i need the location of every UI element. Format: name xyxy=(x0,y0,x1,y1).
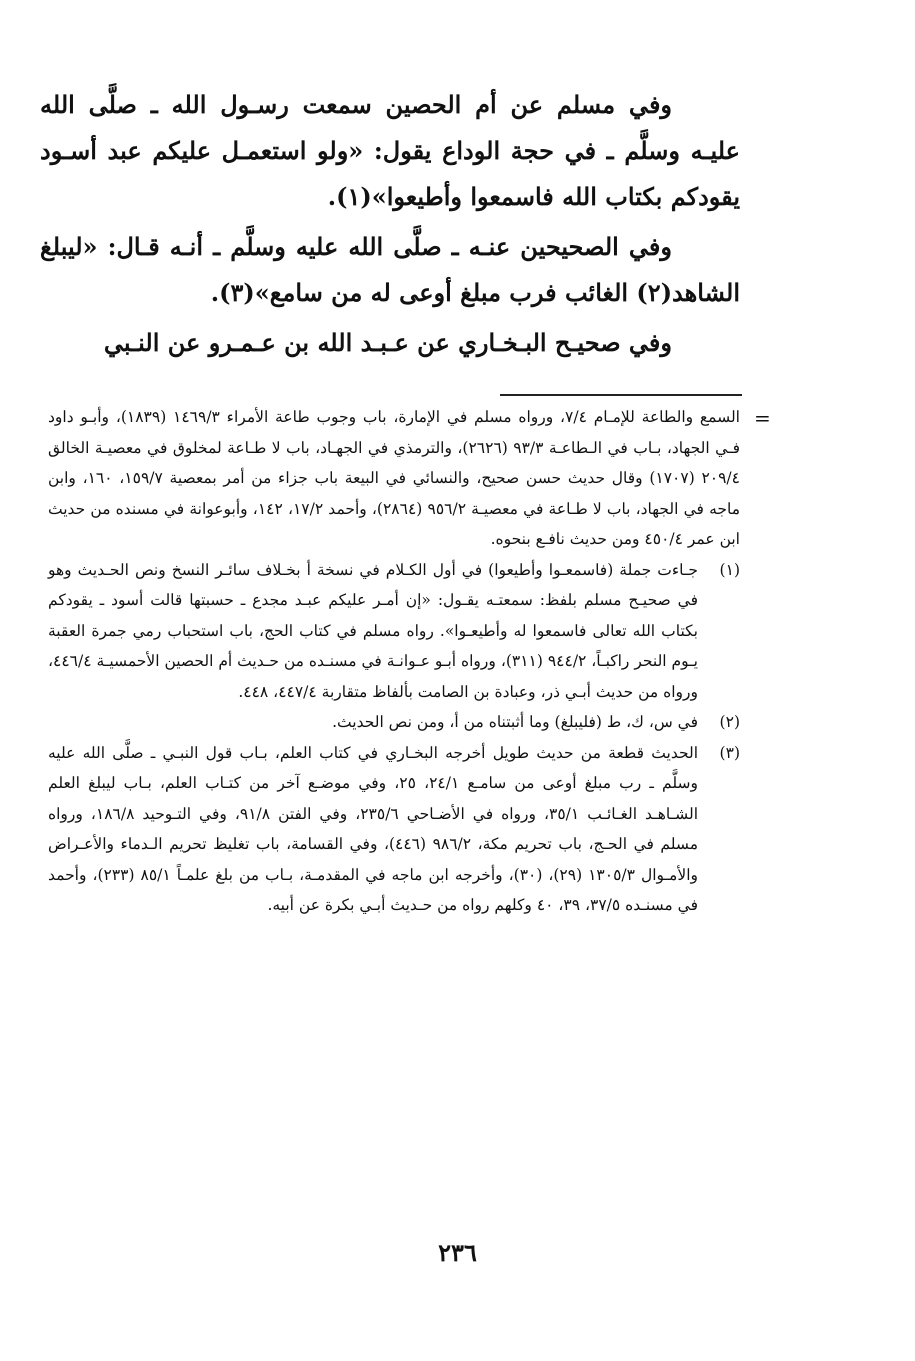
main-paragraph-1: وفي مسلم عن أم الحصين سمعت رسـول الله ـ صلَّى الله عليـه وسلَّم ـ في حجة الوداع يقول: «ولو استعمـل عليكم عبد أسـود يقودكم بكتاب الله فاسمعوا وأطيعوا»(١). xyxy=(40,90,740,211)
main-paragraph-3: وفي صحيـح البـخـاري عن عـبـد الله بن عـمـرو عن النـبي xyxy=(103,328,672,357)
footnote-text: الحديث قطعة من حديث طويل أخرجه البخـاري في كتاب العلم، بـاب قول النبـي ـ صلَّى الله عليه وسلَّم ـ رب مبلغ أوعى من سامـع ٢٤/١، ٢٥، وفي موضـع آخر من كتـاب العلم، بـاب ليبلغ العلم الشـاهـد الغـائـب ٣٥/١، ورواه في الأضـاحي ٢٣٥/٦، وفي الفتن ٩١/٨، وفي التـوحيد ١٨٦/٨، ورواه مسلم في الحـج، باب تحريم مكة، ٩٨٦/٢ (٤٤٦)، وفي القسامة، باب تغليظ تحريم الـدماء والأعـراض والأمـوال ١٣٠٥/٣ (٢٩)، (٣٠)، وأخرجه ابن ماجه في المقدمـة، بـاب من بلغ علمـاً ٨٥/١ (٢٣٣)، وأحمد في مسنـده ٣٧/٥، ٣٩، ٤٠ وكلهم رواه من حـديث أبـي بكرة عن أبيه. xyxy=(48,743,699,914)
footnote-2 xyxy=(48,707,740,738)
footnote-number: (١) xyxy=(719,560,740,579)
footnote-separator xyxy=(500,394,742,396)
footnote-continuation xyxy=(48,402,740,555)
footnotes xyxy=(48,402,740,921)
footnote-text: جـاءت جملة (فاسمعـوا وأطيعوا) في أول الكـلام في نسخة أ بخـلاف سائـر النسخ ونص الحـديث وهو في صحيـح مسلم بلفظ: سمعتـه يقـول: «إن أمـر عليكم عبـد مجدع ـ حسبتها قالت أسود ـ يقودكم بكتاب الله تعالى فاسمعوا له وأطيعـوا». رواه مسلم في كتاب الحج، باب استحباب رمي جمرة العقبة يـوم النحر راكبـاً، ٩٤٤/٢ (٣١١)، ورواه أبـو عـوانـة في مسنـده من حـديث أم الحصين الأحمسيـة ٤٤٦/٤، ورواه من حديث أبـي ذر، وعبادة بن الصامت بألفاظ متقاربة ٤٤٧/٤، ٤٤٨. xyxy=(48,560,698,701)
main-text xyxy=(40,82,740,366)
footnote-continuation-mark: = xyxy=(754,406,771,430)
footnote-number: (٣) xyxy=(719,743,740,762)
footnote-3 xyxy=(48,738,740,921)
footnote-number: (٢) xyxy=(719,713,740,731)
main-paragraph-2: وفي الصحيحين عنـه ـ صلَّى الله عليه وسلَّم ـ أنـه قـال: «ليبلغ الشاهد(٢) الغائب فرب مبلغ أوعى له من سامع»(٣). xyxy=(40,232,740,307)
page-number: ٢٣٦ xyxy=(438,1238,477,1267)
footnote-text: في س، ك، ط (فليبلغ) وما أثبتناه من أ، ومن نص الحديث. xyxy=(332,713,698,731)
footnote-1 xyxy=(48,555,740,708)
footnote-continuation-text: السمع والطاعة للإمـام ٧/٤، ورواه مسلم في الإمارة، باب وجوب طاعة الأمراء ١٤٦٩/٣ (١٨٣٩)، وأبـو داود فـي الجهاد، بـاب في الـطاعـة ٩٣/٣ (٢٦٢٦)، والترمذي في الجهـاد، باب لا طـاعة لمخلوق في معصيـة الخالق ٢٠٩/٤ (١٧٠٧) وقال حديث حسن صحيح، والنسائي في البيعة باب جزاء من أمر بمعصية ١٥٩/٧، ١٦٠، وابن ماجه في الجهاد، باب لا طـاعة في معصيـة ٩٥٦/٢ (٢٨٦٤)، وأحمد ١٧/٢، ١٤٢، وأبوعوانة في مسنده من حديث ابن عمر ٤٥٠/٤ ومن حديث نافـع بنحوه. xyxy=(48,408,740,548)
